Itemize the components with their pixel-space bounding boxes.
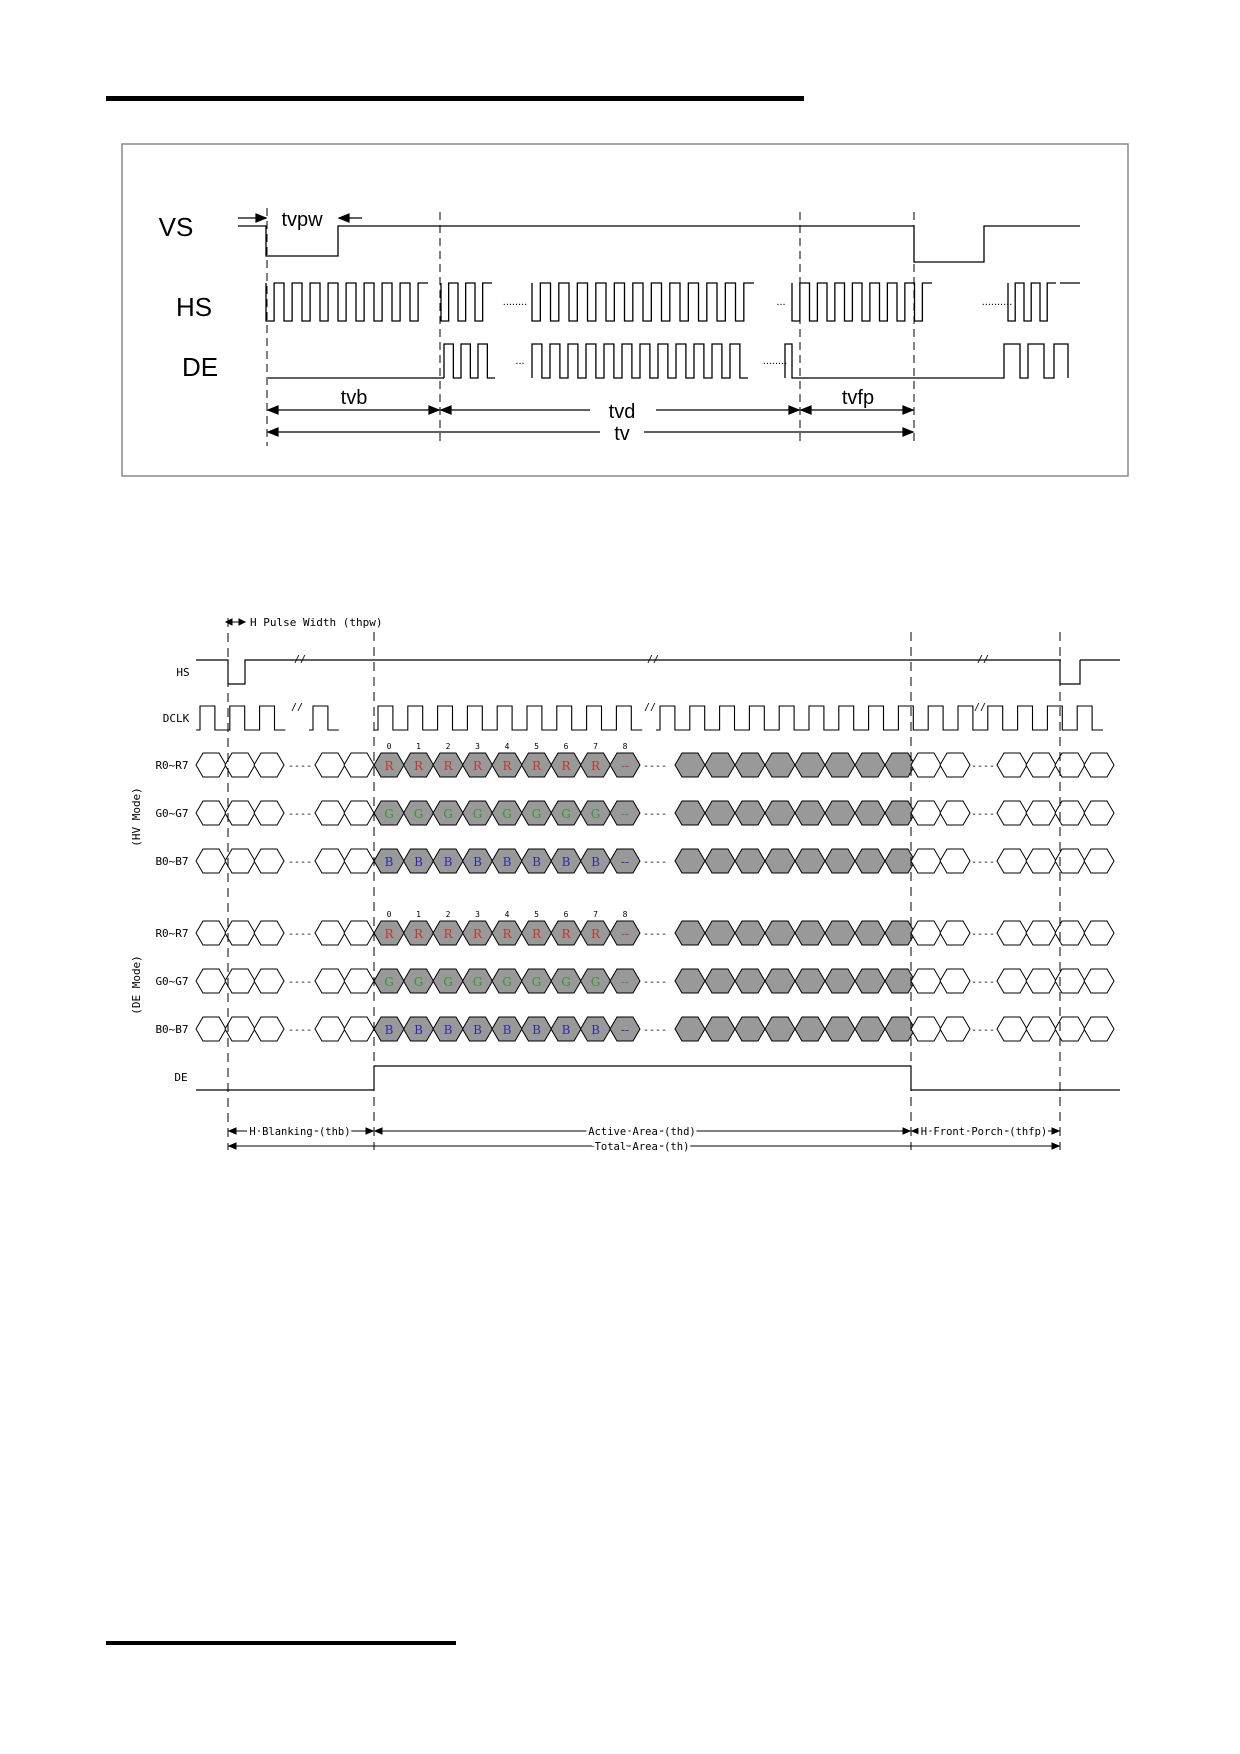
pixel-channel-letter: G (561, 807, 571, 821)
pixel-index: 4 (504, 910, 510, 919)
pixel-channel-letter: B (443, 1023, 453, 1037)
blanking-pixel (315, 753, 345, 777)
pixel-channel-letter: G (590, 807, 601, 821)
pixel-channel-letter: R (590, 759, 601, 773)
active-pixel (765, 801, 795, 825)
active-pixel (675, 1017, 705, 1041)
break-mark: // (643, 702, 657, 713)
pixel-channel-letter: G (561, 975, 571, 989)
pixel-channel-letter: B (443, 855, 453, 869)
data-buses (196, 742, 1114, 1041)
tvb-label: tvb (340, 387, 368, 409)
tvfp-label: tvfp (841, 387, 875, 409)
pixel-channel-letter: G (384, 975, 394, 989)
active-pixel (825, 801, 855, 825)
blanking-pixel (997, 969, 1027, 993)
active-pixel (705, 1017, 735, 1041)
active-pixel (795, 921, 825, 945)
bus-dots: ---- (287, 929, 313, 940)
pixel-channel-letter: G (384, 807, 394, 821)
blanking-pixel (196, 801, 226, 825)
de-ellipsis-1: ... (515, 355, 525, 367)
active-pixel (855, 801, 885, 825)
hs-ellipsis-2: ... (776, 296, 786, 308)
bus-dots: ---- (287, 977, 313, 988)
signal-label-hs: HS (175, 292, 213, 322)
bus-dots: ---- (642, 1025, 668, 1036)
blanking-pixel (315, 849, 345, 873)
pixel-index: 0 (386, 910, 392, 919)
pixel-channel-letter: R (590, 927, 601, 941)
pixel-channel-letter: G (443, 807, 453, 821)
pixel-index: 5 (534, 910, 539, 919)
active-pixel (855, 1017, 885, 1041)
tvpw-label: tvpw (281, 209, 323, 231)
pixel-channel-letter: G (413, 807, 424, 821)
mode-label-de: (DE Mode) (130, 955, 143, 1015)
pixel-channel-letter: -- (620, 1023, 630, 1037)
blanking-pixel (997, 1017, 1027, 1041)
active-pixel (825, 849, 855, 873)
hs-ellipsis-1: ........ (502, 296, 528, 308)
blanking-pixel (344, 921, 374, 945)
front-porch-pixel (911, 969, 941, 993)
break-marks (291, 654, 989, 713)
front-porch-pixel (940, 921, 970, 945)
pixel-channel-letter: B (502, 855, 512, 869)
active-pixel (765, 921, 795, 945)
active-pixel (735, 969, 765, 993)
pixel-channel-letter: G (590, 975, 601, 989)
horizontal-timing-diagram (130, 616, 1120, 1153)
pixel-channel-letter: B (473, 855, 482, 869)
active-pixel (855, 969, 885, 993)
bus-dots: ---- (642, 929, 668, 940)
pixel-index: 3 (475, 742, 480, 751)
horizontal-timing-guides (228, 618, 1060, 1150)
bus-dots: ---- (642, 977, 668, 988)
blanking-pixel (315, 921, 345, 945)
blanking-pixel (1026, 849, 1056, 873)
break-mark: // (290, 702, 304, 713)
signal-label-de: DE (181, 352, 219, 382)
pixel-channel-letter: R (413, 759, 424, 773)
active-pixel (705, 969, 735, 993)
active-pixel (675, 969, 705, 993)
active-pixel (675, 921, 705, 945)
blanking-pixel (315, 801, 345, 825)
pixel-channel-letter: R (502, 927, 512, 941)
pixel-index: 7 (593, 742, 598, 751)
blanking-pixel (254, 849, 284, 873)
bus-dots: ---- (287, 809, 313, 820)
pixel-channel-letter: G (472, 975, 483, 989)
pixel-channel-letter: B (591, 855, 600, 869)
blanking-pixel (1084, 801, 1114, 825)
vertical-timing-diagram (122, 144, 1128, 476)
active-pixel (855, 921, 885, 945)
blanking-pixel (254, 969, 284, 993)
active-pixel (735, 801, 765, 825)
active-pixel (675, 801, 705, 825)
front-porch-pixel (911, 1017, 941, 1041)
pixel-channel-letter: -- (620, 759, 630, 773)
active-pixel (765, 1017, 795, 1041)
pixel-channel-letter: B (414, 1023, 423, 1037)
pixel-channel-letter: -- (620, 855, 630, 869)
front-porch-pixel (911, 849, 941, 873)
active-pixel (855, 849, 885, 873)
pixel-channel-letter: R (472, 927, 483, 941)
blanking-pixel (344, 753, 374, 777)
signal-label-vs: VS (158, 212, 194, 242)
blanking-pixel (225, 969, 255, 993)
pixel-index: 8 (622, 910, 628, 919)
active-pixel (705, 921, 735, 945)
active-pixel (705, 849, 735, 873)
signal-label-b-hv: B0~B7 (155, 855, 189, 868)
front-porch-pixel (911, 801, 941, 825)
bus-dots: ---- (970, 809, 996, 820)
blanking-pixel (254, 921, 284, 945)
blanking-pixel (344, 801, 374, 825)
pixel-channel-letter: G (502, 975, 512, 989)
blanking-pixel (225, 753, 255, 777)
blanking-pixel (315, 1017, 345, 1041)
pixel-channel-letter: -- (620, 807, 630, 821)
blanking-pixel (997, 801, 1027, 825)
pixel-channel-letter: G (531, 975, 542, 989)
front-porch-pixel (940, 849, 970, 873)
active-pixel (825, 969, 855, 993)
blanking-pixel (1026, 969, 1056, 993)
blanking-pixel (997, 753, 1027, 777)
active-pixel (735, 753, 765, 777)
tv-label: tv (614, 423, 630, 445)
pixel-channel-letter: R (384, 927, 394, 941)
active-pixel (735, 849, 765, 873)
bus-dots: ---- (642, 857, 668, 868)
pixel-channel-letter: B (414, 855, 423, 869)
hs-h-pulse-2 (1060, 660, 1080, 684)
blanking-pixel (1026, 801, 1056, 825)
pixel-channel-letter: R (472, 759, 483, 773)
break-mark: // (646, 654, 660, 665)
pixel-index: 2 (445, 910, 451, 919)
pixel-index: 5 (534, 742, 539, 751)
active-pixel (795, 801, 825, 825)
pixel-index: 4 (504, 742, 510, 751)
h-front-porch-label: H Front Porch (thfp) (920, 1126, 1048, 1138)
bus-dots: ---- (287, 761, 313, 772)
signal-label-b-de: B0~B7 (155, 1023, 189, 1036)
blanking-pixel (254, 801, 284, 825)
blanking-pixel (1026, 1017, 1056, 1041)
pulse-width-label: H Pulse Width (thpw) (250, 616, 383, 629)
front-porch-pixel (911, 921, 941, 945)
blanking-pixel (254, 753, 284, 777)
blanking-pixel (1026, 753, 1056, 777)
blanking-pixel (196, 753, 226, 777)
blanking-pixel (997, 921, 1027, 945)
active-pixel (825, 753, 855, 777)
signal-label-g-hv: G0~G7 (155, 807, 189, 820)
signal-label-hs-h: HS (176, 666, 190, 679)
pixel-channel-letter: R (561, 927, 571, 941)
blanking-pixel (1084, 921, 1114, 945)
signal-label-de-h: DE (174, 1071, 188, 1084)
active-pixel (825, 1017, 855, 1041)
pixel-channel-letter: -- (620, 975, 630, 989)
active-pixel (855, 753, 885, 777)
break-mark: // (976, 654, 990, 665)
blanking-pixel (1084, 753, 1114, 777)
pixel-channel-letter: B (591, 1023, 600, 1037)
blanking-pixel (196, 969, 226, 993)
pixel-channel-letter: G (443, 975, 453, 989)
front-porch-pixel (940, 801, 970, 825)
pixel-index: 6 (563, 742, 569, 751)
blanking-pixel (225, 1017, 255, 1041)
blanking-pixel (225, 849, 255, 873)
pixel-channel-letter: R (531, 927, 542, 941)
active-pixel (675, 849, 705, 873)
bus-dots: ---- (642, 761, 668, 772)
bus-dots: ---- (970, 977, 996, 988)
pixel-index: 0 (386, 742, 392, 751)
blanking-pixel (315, 969, 345, 993)
active-pixel (765, 849, 795, 873)
total-area-label: Total Area (th) (594, 1141, 690, 1153)
pixel-index: 8 (622, 742, 628, 751)
blanking-pixel (997, 849, 1027, 873)
pixel-index: 2 (445, 742, 451, 751)
pixel-index: 6 (563, 910, 569, 919)
pixel-channel-letter: B (561, 1023, 571, 1037)
pixel-index: 7 (593, 910, 598, 919)
pixel-channel-letter: R (443, 759, 453, 773)
break-mark: // (293, 654, 307, 665)
active-pixel (705, 753, 735, 777)
pixel-channel-letter: G (531, 807, 542, 821)
pixel-channel-letter: R (384, 759, 394, 773)
bus-dots: ---- (642, 809, 668, 820)
blanking-pixel (1084, 1017, 1114, 1041)
de-h-waveform (196, 1066, 1120, 1090)
blanking-pixel (1084, 849, 1114, 873)
active-pixel (705, 801, 735, 825)
bus-dots: ---- (970, 857, 996, 868)
pixel-channel-letter: R (531, 759, 542, 773)
active-pixel (735, 1017, 765, 1041)
pixel-channel-letter: B (473, 1023, 482, 1037)
de-ellipsis-2: ........ (762, 355, 788, 367)
tvd-label: tvd (608, 401, 636, 423)
bus-dots: ---- (970, 929, 996, 940)
pixel-index: 3 (475, 910, 480, 919)
active-pixel (735, 921, 765, 945)
pixel-channel-letter: G (472, 807, 483, 821)
active-area-label: Active Area (thd) (588, 1126, 696, 1138)
active-pixel (795, 849, 825, 873)
pixel-channel-letter: G (502, 807, 512, 821)
blanking-pixel (344, 969, 374, 993)
front-porch-pixel (911, 753, 941, 777)
blanking-pixel (196, 849, 226, 873)
blanking-pixel (225, 921, 255, 945)
signal-label-g-de: G0~G7 (155, 975, 189, 988)
active-pixel (675, 753, 705, 777)
bus-dots: ---- (287, 1025, 313, 1036)
signal-label-r-de: R0~R7 (155, 927, 189, 940)
bus-dots: ---- (970, 761, 996, 772)
blanking-pixel (344, 1017, 374, 1041)
thpw-arrows (226, 619, 245, 625)
pixel-channel-letter: B (532, 855, 541, 869)
pixel-channel-letter: B (532, 1023, 541, 1037)
mode-label-hv: (HV Mode) (130, 787, 143, 847)
active-pixel (795, 753, 825, 777)
bus-dots: ---- (970, 1025, 996, 1036)
active-pixel (795, 1017, 825, 1041)
front-porch-pixel (940, 753, 970, 777)
active-pixel (765, 753, 795, 777)
pixel-channel-letter: B (384, 1023, 394, 1037)
blanking-pixel (254, 1017, 284, 1041)
signal-label-r-hv: R0~R7 (155, 759, 189, 772)
active-pixel (765, 969, 795, 993)
pixel-channel-letter: B (384, 855, 394, 869)
pixel-index: 1 (416, 910, 421, 919)
active-pixel (795, 969, 825, 993)
pixel-channel-letter: R (561, 759, 571, 773)
front-porch-pixel (940, 969, 970, 993)
h-blanking-label: H Blanking (thb) (249, 1126, 351, 1138)
blanking-pixel (196, 921, 226, 945)
pixel-channel-letter: R (443, 927, 453, 941)
blanking-pixel (1084, 969, 1114, 993)
pixel-channel-letter: R (413, 927, 424, 941)
pixel-channel-letter: G (413, 975, 424, 989)
blanking-pixel (225, 801, 255, 825)
pixel-channel-letter: B (561, 855, 571, 869)
hs-ellipsis-3: .......... (981, 296, 1013, 308)
blanking-pixel (1026, 921, 1056, 945)
blanking-pixel (196, 1017, 226, 1041)
signal-label-dclk: DCLK (162, 712, 190, 725)
pixel-channel-letter: -- (620, 927, 630, 941)
pixel-index: 1 (416, 742, 421, 751)
active-pixel (825, 921, 855, 945)
blanking-pixel (344, 849, 374, 873)
bus-dots: ---- (287, 857, 313, 868)
front-porch-pixel (940, 1017, 970, 1041)
pixel-channel-letter: B (502, 1023, 512, 1037)
pixel-channel-letter: R (502, 759, 512, 773)
break-mark: // (973, 702, 987, 713)
